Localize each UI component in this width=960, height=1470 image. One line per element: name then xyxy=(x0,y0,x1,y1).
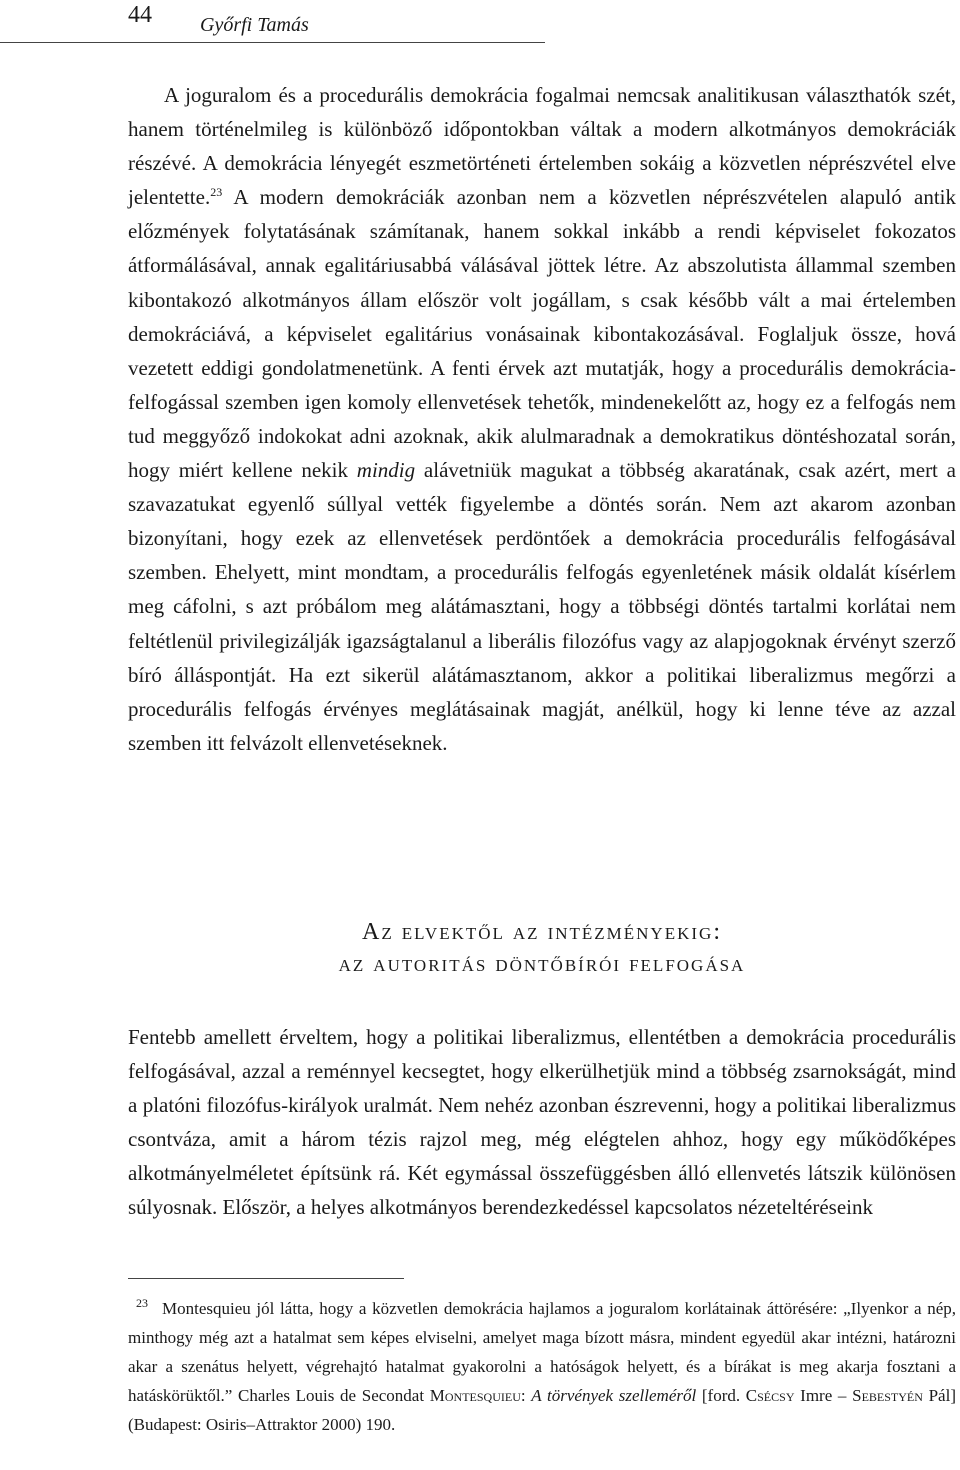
footnote-translator-1: Csécsy xyxy=(745,1386,795,1405)
footnote-text-c: [ford. xyxy=(696,1386,746,1405)
p1-text-a: A joguralom és a procedurális demokrácia fogalmai nemcsak analitikusan választhatók szét, hanem történelmileg is különböző időpontokban váltak a modern alkotmányos demokráciák részévé. A demokrácia lényegét eszmetörténeti értelemben sokáig a közvetlen néprészvétel elve jelentette. xyxy=(128,83,956,210)
running-head-author: Győrfi Tamás xyxy=(200,14,309,36)
footnote-text-a: Montesquieu jól látta, hogy a közvetlen demokrácia hajlamos a joguralom korlátainak áttörésére: „Ilyenkor a nép, minthogy még azt a hatalmat sem képes elviselni, amelyet maga bízott másra, mindent egyedül akar intézni, határozni akar a szenátus helyett, végrehajtó hatalmat gyakorolni a hatóságok helyett, és a bírákat is meg akarja fosztani a hatáskörüktől.” Charles Louis de Secondat xyxy=(128,1299,956,1405)
section-title-line-1: Az elvektől az intézményekig: xyxy=(362,919,722,945)
footnote-text-d: Imre – xyxy=(794,1386,853,1405)
p1-italic-word: mindig xyxy=(356,458,416,483)
footnote-author: Montesquieu xyxy=(429,1386,521,1405)
p1-text-c: alávetniük magukat a többség akaratának, csak azért, mert a szavazatukat egyenlő súllyal vették figyelembe a döntés során. Nem azt akarom azonban bizonyítani, hogy ezek az ellenvetések perdöntőek a demokrácia procedurális felfogásával szemben. Ehelyett, mint mondtam, a procedurális felfogás egyenletének másik oldalát kísérlem meg cáfolni, s azt próbálom meg alátámasztani, hogy a többségi döntés tartalmi korlátai nem feltétlenül privilegizálják igazságtalanul a liberális filozófus vagy az alapjogoknak érvényt szerző bíró álláspontját. Ha ezt sikerül alátámasztanom, akkor a politikai liberalizmus megőrzi a procedurális felfogás érvényes meglátásainak magját, anélkül, hogy ki lenne téve az azzal szemben itt felvázolt ellenvetéseknek. xyxy=(128,458,957,755)
footnote-rule xyxy=(128,1278,404,1279)
footnote-text-e: Pál] (Budapest: Osiris–Attraktor 2000) 190. xyxy=(128,1386,956,1434)
page-header xyxy=(0,0,960,48)
footnote-text-b: : xyxy=(520,1386,532,1405)
footnote xyxy=(128,1294,956,1439)
header-rule xyxy=(0,42,545,43)
body-paragraph-1 xyxy=(128,78,956,760)
body-paragraph-2: Fentebb amellett érveltem, hogy a politikai liberalizmus, ellentétben a demokrácia procedurális felfogásával, azzal a reménnyel kecsegtet, hogy elkerülhetjük mind a többség zsarnokságát, mind a platóni filozófus-királyok uralmát. Nem nehéz azonban észrevenni, hogy a politikai liberalizmus csontváza, amit a három tézis rajzol meg, még elégtelen ahhoz, hogy egy működőképes alkotmányelméletet építsünk rá. Két egymással összefüggésben álló ellenvetés látszik különösen súlyosnak. Először, a helyes alkotmányos berendezkedéssel kapcsolatos nézeteltéréseink xyxy=(128,1025,956,1220)
section-heading xyxy=(128,916,956,980)
footnote-reference[interactable]: 23 xyxy=(210,185,223,200)
footnote-marker: 23 xyxy=(136,1296,148,1311)
p1-text-b: A modern demokráciák azonban nem a közvetlen néprészvételen alapuló antik előzmények folytatásának számítanak, hanem sokkal inkább a rendi képviselet fokozatos átformálásával, annak egalitáriusabbá válásával jöttek létre. Az abszolutista állammal szemben kibontakozó alkotmányos állam először volt jogállam, s csak később vált a mai értelemben demokráciává, a képviselet egalitárius vonásainak kibontakozásával. Foglaljuk össze, hová vezetett eddigi gondolatmenetünk. A fenti érvek azt mutatják, hogy a procedurális demokrácia-felfogással szemben igen komoly ellenvetések tehetők, mindenekelőtt az, hogy ez a felfogás nem tud meggyőző indokokat adni azoknak, akik alulmaradnak a demokratikus döntéshozatal során, hogy miért kellene nekik xyxy=(128,185,956,483)
page-number: 44 xyxy=(128,2,152,28)
footnote-book-title: A törvények szelleméről xyxy=(531,1386,697,1405)
footnote-translator-2: Sebestyén xyxy=(852,1386,923,1405)
section-title-line-2: az autoritás döntőbírói felfogása xyxy=(338,951,746,977)
